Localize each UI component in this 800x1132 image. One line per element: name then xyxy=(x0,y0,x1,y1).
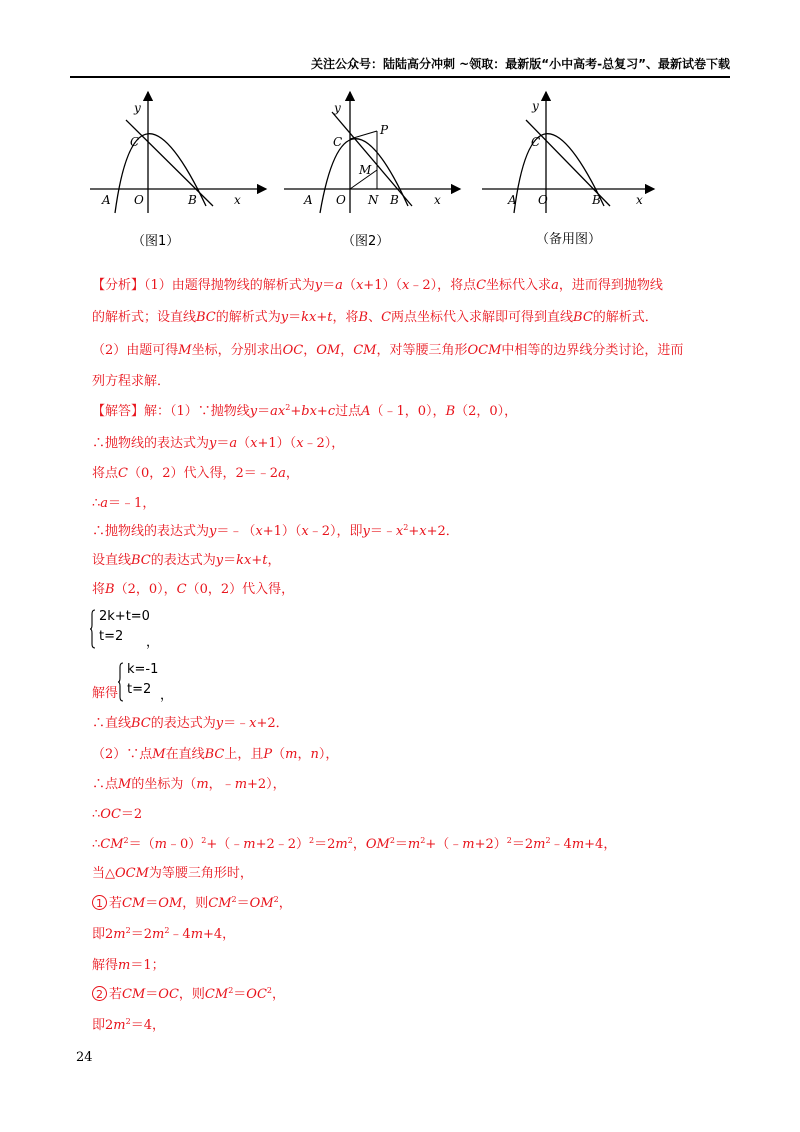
text: +2） xyxy=(474,837,507,852)
text: ＝2 xyxy=(314,837,336,852)
text: （ xyxy=(237,436,251,451)
solution-line-6 xyxy=(92,551,281,571)
exponent: 2 xyxy=(420,836,426,845)
fig1-label-a: A xyxy=(102,193,111,207)
math-var: x xyxy=(249,716,257,731)
math-var: a xyxy=(551,278,559,293)
exponent: 2 xyxy=(125,926,131,935)
math-var: BC xyxy=(196,310,216,325)
text: 坐标代入求 xyxy=(486,278,552,293)
solution-line-13 xyxy=(92,864,253,884)
figure-3-caption: （备用图） xyxy=(536,232,602,247)
fig2-label-b: B xyxy=(390,193,399,207)
text: ＝4， xyxy=(130,1018,165,1033)
figure-1 xyxy=(88,88,278,218)
text: ＝ xyxy=(216,436,230,451)
text: ＝﹣（ xyxy=(216,524,256,539)
text: ＝ xyxy=(223,553,237,568)
system-1-tail: ， xyxy=(146,635,160,650)
math-var: m xyxy=(190,927,204,942)
math-var: BC xyxy=(204,747,225,762)
fig3-label-x: x xyxy=(636,193,643,207)
text: ，则 xyxy=(182,896,209,911)
text: ， xyxy=(285,466,299,481)
math-var: m xyxy=(335,837,348,852)
text: 坐标，分别求出 xyxy=(191,343,283,358)
text: （0，2）代入得， xyxy=(186,582,295,597)
math-var: x xyxy=(395,524,404,539)
text: （0，2）代入得，2＝﹣2 xyxy=(127,466,279,481)
fig1-label-x: x xyxy=(234,193,241,207)
exponent: 2 xyxy=(123,836,129,845)
math-var: x xyxy=(301,524,309,539)
text: +（﹣ xyxy=(206,837,244,852)
math-var: m xyxy=(151,927,165,942)
math-var: C xyxy=(476,278,487,293)
analysis-tag: 【分析】 xyxy=(92,278,145,293)
page-header xyxy=(70,56,730,78)
exponent: 2 xyxy=(273,895,279,904)
math-var: c xyxy=(327,404,336,419)
text: ＝﹣ xyxy=(223,716,250,731)
text: +1）（ xyxy=(262,524,302,539)
figure-2-caption: （图2） xyxy=(342,234,390,249)
math-var: x xyxy=(255,524,263,539)
text: ＝ xyxy=(394,837,408,852)
math-var: a xyxy=(229,436,238,451)
math-var: m xyxy=(234,777,248,792)
text: 的解析式为 xyxy=(215,310,281,325)
left-brace-icon xyxy=(90,609,96,649)
solution-line-14 xyxy=(92,894,292,914)
text: ，进而得到抛物线 xyxy=(558,278,663,293)
text: 上，且 xyxy=(224,747,264,762)
math-var: OC xyxy=(246,987,267,1002)
system-1-row-1: 2k+t=0 xyxy=(99,609,150,624)
solution-line-15 xyxy=(92,925,235,945)
math-var: OCM xyxy=(467,343,502,358)
text: ，将 xyxy=(332,310,359,325)
text: 中相等的边界线分类讨论，进而 xyxy=(501,343,684,358)
text: ∴ xyxy=(92,807,101,822)
exponent: 2 xyxy=(285,403,291,412)
math-var: OM xyxy=(158,896,183,911)
fig2-label-c: C xyxy=(333,135,343,149)
fig2-label-x: x xyxy=(434,193,441,207)
text: ，﹣ xyxy=(208,777,235,792)
analysis-line-3 xyxy=(92,341,683,361)
text: ＝ xyxy=(322,278,336,293)
system-2-row-2: t=2 xyxy=(127,682,152,697)
figures-row xyxy=(0,88,800,258)
text: ∴直线 xyxy=(92,716,132,731)
math-var: CM xyxy=(122,987,146,1002)
text: ＝﹣1， xyxy=(108,496,156,511)
exponent: 2 xyxy=(506,836,512,845)
text: ， xyxy=(272,987,286,1002)
math-var: x xyxy=(401,278,410,293)
text: （ xyxy=(272,747,286,762)
fig2-label-m: M xyxy=(359,163,372,177)
text: 两点坐标代入求解即可得到直线 xyxy=(391,310,574,325)
math-var: n xyxy=(310,747,319,762)
analysis-line-2 xyxy=(92,308,658,328)
system-2-tail: ， xyxy=(160,688,174,703)
text: ＝﹣ xyxy=(369,524,396,539)
math-var: m xyxy=(113,1018,126,1033)
text: 若 xyxy=(109,987,123,1002)
text: + xyxy=(290,404,302,419)
text: 的解析式；设直线 xyxy=(92,310,197,325)
solution-line-16 xyxy=(92,956,165,976)
figure-3 xyxy=(478,88,668,218)
text: 将 xyxy=(92,582,106,597)
math-var: y xyxy=(362,524,370,539)
exponent: 2 xyxy=(231,895,237,904)
solution-line-5 xyxy=(92,522,459,542)
text: 的坐标为（ xyxy=(131,777,197,792)
math-var: CM xyxy=(204,987,229,1002)
math-var: OM xyxy=(316,343,341,358)
text: + xyxy=(408,524,420,539)
math-var: C xyxy=(118,466,128,481)
text: 、 xyxy=(368,310,382,325)
solution-line-11 xyxy=(92,805,142,825)
math-var: A xyxy=(361,404,371,419)
fig2-label-p: P xyxy=(380,123,389,137)
text: ﹣4 xyxy=(169,927,191,942)
text: + xyxy=(251,553,263,568)
math-var: B xyxy=(358,310,369,325)
text: +1）（ xyxy=(363,278,402,293)
text: （2）由题可得 xyxy=(92,343,179,358)
math-var: BC xyxy=(131,716,151,731)
math-var: B xyxy=(105,582,115,597)
text: ∴抛物线的表达式为 xyxy=(92,436,210,451)
math-var: y xyxy=(215,553,224,568)
text: （﹣1，0）， xyxy=(370,404,446,419)
text: ∴ xyxy=(92,496,101,511)
text: 即2 xyxy=(92,927,114,942)
text: ＝ xyxy=(236,896,250,911)
math-var: M xyxy=(178,343,192,358)
solution-line-10 xyxy=(92,775,286,795)
text: （1）由题得抛物线的解析式为 xyxy=(144,278,315,293)
fig3-label-y: y xyxy=(532,99,539,113)
math-var: BC xyxy=(573,310,593,325)
left-brace-icon xyxy=(118,662,124,702)
math-var: y xyxy=(249,404,258,419)
text: ∴ xyxy=(92,837,101,852)
text: ＝ xyxy=(145,896,159,911)
text: 的解析式． xyxy=(592,310,658,325)
text: ＝2 xyxy=(511,837,534,852)
system-1-row-2: t=2 xyxy=(99,629,124,644)
math-var: y xyxy=(209,436,217,451)
solution-line-3 xyxy=(92,464,299,484)
math-var: M xyxy=(152,747,166,762)
text: ， xyxy=(297,747,311,762)
text: 解：（1）∵抛物线 xyxy=(144,404,250,419)
fig2-label-o: O xyxy=(336,193,346,207)
math-var: m xyxy=(285,747,298,762)
solution-tag: 【解答】 xyxy=(92,404,145,419)
math-var: OM xyxy=(365,837,390,852)
text: ∴点 xyxy=(92,777,119,792)
fig3-label-c: C xyxy=(531,135,541,149)
solution-line-4 xyxy=(92,494,155,514)
circled-number: 2 xyxy=(92,986,107,1001)
text: ﹣0） xyxy=(166,837,202,852)
math-var: x xyxy=(419,524,427,539)
math-var: ax xyxy=(270,404,286,419)
text: （2，0）， xyxy=(455,404,518,419)
fig3-label-o: O xyxy=(538,193,548,207)
math-var: OC xyxy=(282,343,304,358)
math-var: OC xyxy=(158,987,179,1002)
math-var: m xyxy=(118,958,131,973)
math-var: m xyxy=(154,837,167,852)
text: 若 xyxy=(109,896,123,911)
text: +4， xyxy=(203,927,236,942)
text: +1）（ xyxy=(257,436,297,451)
fig3-label-b: B xyxy=(592,193,601,207)
math-var: y xyxy=(280,310,289,325)
solution-line-7 xyxy=(92,580,294,600)
math-var: CM xyxy=(208,896,232,911)
math-var: a xyxy=(100,496,109,511)
math-var: kx+t xyxy=(301,310,333,325)
fig1-label-b: B xyxy=(188,193,197,207)
text: ＝ xyxy=(145,987,159,1002)
math-var: x xyxy=(355,278,364,293)
math-var: x xyxy=(250,436,258,451)
text: ＝2 xyxy=(130,927,152,942)
solution-line-8 xyxy=(92,714,289,734)
math-var: y xyxy=(215,716,224,731)
math-var: m xyxy=(571,837,585,852)
analysis-line-1 xyxy=(92,276,663,296)
math-var: m xyxy=(113,927,126,942)
figure-1-caption: （图1） xyxy=(132,234,180,249)
math-var: CM xyxy=(122,896,146,911)
math-var: bx xyxy=(301,404,317,419)
text: +2﹣2） xyxy=(255,837,310,852)
header-text: 关注公众号：陆陆高分冲刺 ~领取：最新版“小中高考-总复习”、最新试卷下载 xyxy=(311,57,730,71)
text: 当△ xyxy=(92,866,115,881)
math-var: x xyxy=(296,436,304,451)
math-var: CM xyxy=(100,837,124,852)
text: ﹣4 xyxy=(550,837,572,852)
solution-line-2 xyxy=(92,434,344,454)
math-var: y xyxy=(314,278,323,293)
exponent: 2 xyxy=(389,836,395,845)
text: （ xyxy=(342,278,356,293)
solution-line-17 xyxy=(92,985,285,1005)
analysis-line-4 xyxy=(92,372,170,392)
text: 的表达式为 xyxy=(150,716,216,731)
text: ， xyxy=(352,837,366,852)
solution-line-12 xyxy=(92,835,616,855)
text: 为等腰三角形时， xyxy=(148,866,253,881)
text: ，则 xyxy=(178,987,205,1002)
text: 在直线 xyxy=(165,747,205,762)
text: （2，0）， xyxy=(114,582,177,597)
exponent: 2 xyxy=(309,836,315,845)
math-var: kx xyxy=(236,553,252,568)
text: 即2 xyxy=(92,1018,114,1033)
exponent: 2 xyxy=(201,836,207,845)
solution-line-1 xyxy=(92,402,517,422)
math-var: a xyxy=(335,278,343,293)
exponent: 2 xyxy=(545,836,551,845)
text: +4， xyxy=(584,837,617,852)
math-var: OCM xyxy=(115,866,149,881)
text: ﹣2），即 xyxy=(308,524,363,539)
math-var: P xyxy=(263,747,273,762)
text: 解得 xyxy=(92,958,119,973)
text: ∴抛物线的表达式为 xyxy=(92,524,210,539)
text: +（﹣ xyxy=(425,837,463,852)
text: ﹣2），将点 xyxy=(409,278,477,293)
math-var: OM xyxy=(249,896,274,911)
math-var: m xyxy=(533,837,546,852)
math-var: C xyxy=(176,582,187,597)
text: 将点 xyxy=(92,466,119,481)
math-var: M xyxy=(118,777,132,792)
math-var: m xyxy=(196,777,209,792)
exponent: 2 xyxy=(125,1017,131,1026)
exponent: 2 xyxy=(266,986,272,995)
text: ，对等腰三角形 xyxy=(376,343,468,358)
circled-number: 1 xyxy=(92,895,107,910)
text: 设直线 xyxy=(92,553,132,568)
text: ＝ xyxy=(288,310,302,325)
text: +2）， xyxy=(247,777,286,792)
fig3-label-a: A xyxy=(508,193,517,207)
text: ）， xyxy=(318,747,339,762)
text: ＝1； xyxy=(130,958,165,973)
exponent: 2 xyxy=(403,523,409,532)
page-number: 24 xyxy=(76,1050,93,1065)
text: 列方程求解． xyxy=(92,374,171,389)
math-var: B xyxy=(445,404,456,419)
math-var: m xyxy=(407,837,421,852)
text: ＝（ xyxy=(128,837,155,852)
fig2-label-y: y xyxy=(334,101,341,115)
math-var: y xyxy=(209,524,217,539)
text: ， xyxy=(340,343,354,358)
math-var: C xyxy=(381,310,392,325)
math-var: m xyxy=(462,837,475,852)
text: ， xyxy=(267,553,281,568)
solution-line-18 xyxy=(92,1016,165,1036)
fig2-label-n: N xyxy=(368,193,379,207)
exponent: 2 xyxy=(228,986,234,995)
figure-2 xyxy=(280,88,470,218)
math-var: t xyxy=(262,553,268,568)
fig1-label-c: C xyxy=(130,135,140,149)
fig1-label-y: y xyxy=(134,101,141,115)
system-2-row-1: k=-1 xyxy=(127,662,159,677)
text: 的表达式为 xyxy=(150,553,216,568)
text: ﹣2）， xyxy=(303,436,345,451)
fig1-label-o: O xyxy=(134,193,144,207)
text: ， xyxy=(303,343,317,358)
text: ＝ xyxy=(257,404,271,419)
solved-prefix: 解得 xyxy=(92,686,119,701)
math-var: BC xyxy=(131,553,151,568)
text: （2）∵点 xyxy=(92,747,153,762)
exponent: 2 xyxy=(164,926,170,935)
text: 过点 xyxy=(335,404,362,419)
text: +2． xyxy=(256,716,289,731)
text: ＝ xyxy=(233,987,247,1002)
exponent: 2 xyxy=(347,836,353,845)
fig2-label-a: A xyxy=(304,193,313,207)
math-var: m xyxy=(243,837,256,852)
math-var: CM xyxy=(353,343,377,358)
text: ＝2 xyxy=(120,807,143,822)
solution-line-9 xyxy=(92,745,338,765)
text: + xyxy=(316,404,328,419)
text: +2． xyxy=(426,524,459,539)
math-var: a xyxy=(278,466,286,481)
math-var: OC xyxy=(100,807,121,822)
text: ， xyxy=(278,896,292,911)
